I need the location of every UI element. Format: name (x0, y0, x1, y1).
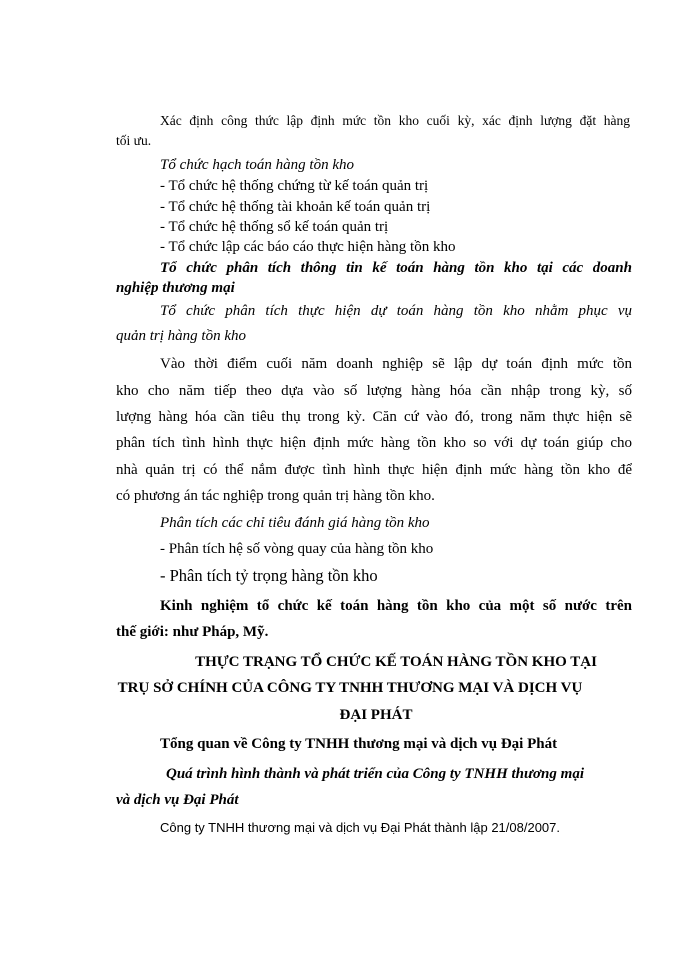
subheading: quản trị hàng tồn kho (116, 328, 246, 344)
paragraph-line: phân tích tình hình thực hiện định mức hàng tồn kho so với dự toán giúp cho (116, 435, 632, 451)
chapter-title: TRỤ SỞ CHÍNH CỦA CÔNG TY TNHH THƯƠNG MẠI VÀ DỊCH VỤ (117, 680, 583, 696)
paragraph-line: lượng hàng hóa cần tiêu thụ trong kỳ. Căn cứ vào đó, trong năm thực hiện sẽ (116, 409, 632, 425)
subheading: Phân tích các chỉ tiêu đánh giá hàng tồn kho (160, 515, 430, 531)
paragraph-line: tối ưu. (116, 133, 152, 148)
section-heading: thế giới: như Pháp, Mỹ. (116, 624, 269, 640)
section-heading: nghiệp thương mại (116, 280, 235, 296)
section-heading: Tổ chức phân tích thông tin kế toán hàng tồn kho tại các doanh (160, 260, 632, 276)
paragraph-line: Xác định công thức lập định mức tồn kho cuối kỳ, xác định lượng đặt hàng (160, 113, 630, 128)
section-heading: và dịch vụ Đại Phát (116, 792, 239, 808)
subheading: Tổ chức phân tích thực hiện dự toán hàng tồn kho nhằm phục vụ (160, 303, 632, 319)
paragraph-line: Vào thời điểm cuối năm doanh nghiệp sẽ lập dự toán định mức tồn (160, 356, 632, 372)
subheading: Tổ chức hạch toán hàng tồn kho (160, 157, 354, 173)
paragraph-line: kho cho năm tiếp theo dựa vào số lượng hàng hóa cần nhập trong kỳ, số (116, 383, 632, 399)
list-item: - Phân tích hệ số vòng quay của hàng tồn kho (160, 541, 434, 557)
list-item: - Phân tích tỷ trọng hàng tồn kho (160, 566, 378, 585)
section-heading: Tổng quan về Công ty TNHH thương mại và dịch vụ Đại Phát (160, 736, 558, 752)
chapter-title: THỰC TRẠNG TỔ CHỨC KẾ TOÁN HÀNG TỒN KHO TẠI (195, 654, 597, 670)
list-item: - Tổ chức hệ thống chứng từ kế toán quản trị (160, 178, 429, 194)
paragraph-line: nhà quản trị có thể nắm được tình hình thực hiện định mức hàng tồn kho để (116, 462, 632, 478)
list-item: - Tổ chức hệ thống sổ kế toán quản trị (160, 219, 389, 235)
paragraph-line: có phương án tác nghiệp trong quản trị hàng tồn kho. (116, 488, 435, 504)
section-heading: Quá trình hình thành và phát triển của Công ty TNHH thương mại (166, 766, 584, 782)
section-heading: Kinh nghiệm tổ chức kế toán hàng tồn kho của một số nước trên (160, 598, 632, 614)
paragraph-line: Công ty TNHH thương mại và dịch vụ Đại Phát thành lập 21/08/2007. (160, 820, 560, 835)
chapter-title: ĐẠI PHÁT (339, 707, 413, 723)
list-item: - Tổ chức lập các báo cáo thực hiện hàng tồn kho (160, 239, 456, 255)
list-item: - Tổ chức hệ thống tài khoản kế toán quản trị (160, 199, 431, 215)
